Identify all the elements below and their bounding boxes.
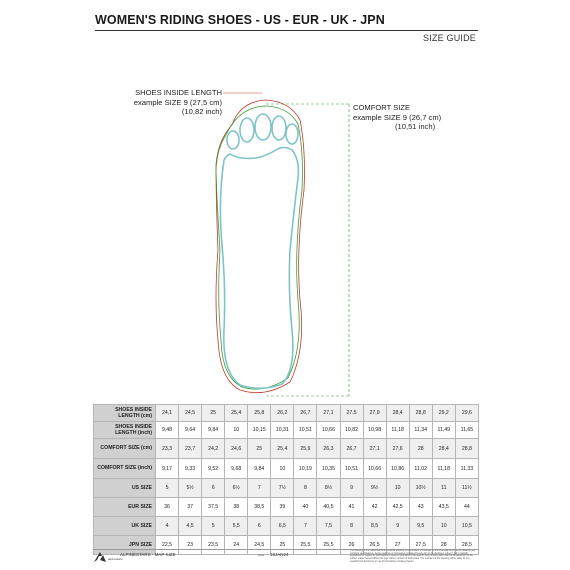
table-cell: 9,48 [156,422,179,439]
table-cell: 23,5 [202,536,225,555]
table-cell: 28,8 [455,439,478,459]
table-cell: 26,3 [317,439,340,459]
table-cell: 42,5 [386,498,409,517]
table-cell: 5 [202,517,225,536]
table-cell: 44 [455,498,478,517]
table-cell: 7,5 [317,517,340,536]
table-cell: 10,51 [294,422,317,439]
table-cell: 10,51 [340,459,363,479]
table-cell: 9,64 [179,422,202,439]
table-cell: 5 [156,479,179,498]
table-cell: 38,5 [248,498,271,517]
table-cell: 24,6 [225,439,248,459]
row-label: SHOES INSIDE LENGTH (inch) [94,422,156,439]
table-cell: 43 [409,498,432,517]
table-cell: 25 [271,536,294,555]
table-cell: 26,2 [271,405,294,422]
table-cell: 38 [225,498,248,517]
table-cell: 26,7 [340,439,363,459]
table-cell: 11,65 [455,422,478,439]
table-cell: 7½ [271,479,294,498]
table-row [94,422,479,439]
row-label: US SIZE [94,479,156,498]
table-cell: 11½ [455,479,478,498]
table-cell: 9 [386,517,409,536]
logo-text: alpinestars [108,557,123,561]
inside-length-example: example SIZE 9 (27,5 cm) [133,97,222,107]
table-cell: 9½ [363,479,386,498]
table-cell: 5½ [179,479,202,498]
table-cell: 26 [340,536,363,555]
table-cell: 10,86 [386,459,409,479]
table-row [94,439,479,459]
table-cell: 39 [271,498,294,517]
table-cell: 7 [248,479,271,498]
row-label: SHOES INSIDE LENGTH (cm) [94,405,156,422]
table-cell: 41 [340,498,363,517]
table-cell: 4 [156,517,179,536]
table-cell: 9 [340,479,363,498]
foot-outline [220,114,298,388]
row-label: EUR SIZE [94,498,156,517]
footer-brand: ALPINESTARS - MAP SIZE [120,552,176,557]
footer-disclaimer: This drawing is the intellectual and exclusive property of Alpinestars. It is loaned on the understanding that the drawing, any technical specifications, design features or information contained herein will not be disclosed, either in full or partially, reproduced or copied, by third parties or used, or permitted to be used for any purpose other than the development of the subject matter hereof without the prior written consent of Alpinestars. The recipient of this drawing will be liable for any unauthorized disclosure or use of information contained herein. [350,550,476,562]
table-cell: 10½ [409,479,432,498]
table-cell: 22,5 [156,536,179,555]
table-cell: 23,3 [156,439,179,459]
row-label: COMFORT SIZE (cm) [94,439,156,459]
table-cell: 6 [248,517,271,536]
size-table [93,404,479,555]
alpinestars-logo-icon [93,551,107,563]
table-cell: 24,5 [179,405,202,422]
table-cell: 9,84 [202,422,225,439]
table-cell: 9,33 [179,459,202,479]
table-cell: 40 [294,498,317,517]
table-cell: 8½ [317,479,340,498]
table-cell: 24 [225,536,248,555]
table-cell: 29,6 [455,405,478,422]
table-cell: 8 [294,479,317,498]
table-cell: 37,5 [202,498,225,517]
comfort-heading: COMFORT SIZE [353,103,411,112]
table-cell: 10 [386,479,409,498]
table-row [94,479,479,498]
footer-code-label: Date [258,553,265,557]
table-cell: 11,18 [386,422,409,439]
table-cell: 26,7 [294,405,317,422]
table-cell: 9,84 [248,459,271,479]
table-cell: 6 [202,479,225,498]
footer-code: 18JAN24 [270,552,289,557]
table-cell: 10,82 [340,422,363,439]
table-cell: 9,17 [156,459,179,479]
table-cell: 9,68 [225,459,248,479]
table-cell: 11,34 [409,422,432,439]
table-cell: 6½ [225,479,248,498]
table-cell: 29,2 [432,405,455,422]
table-cell: 9,5 [409,517,432,536]
table-cell: 40,5 [317,498,340,517]
table-cell: 24,2 [202,439,225,459]
table-cell: 7 [294,517,317,536]
table-cell: 28 [432,536,455,555]
table-cell: 28,4 [386,405,409,422]
inside-length-heading: SHOES INSIDE LENGTH [135,88,222,97]
table-cell: 5,5 [225,517,248,536]
table-cell: 4,5 [179,517,202,536]
table-cell: 24,5 [248,536,271,555]
table-cell: 10,66 [363,459,386,479]
table-row [94,498,479,517]
table-cell: 25,4 [225,405,248,422]
table-cell: 25,4 [271,439,294,459]
table-cell: 27,5 [409,536,432,555]
table-cell: 25,5 [317,536,340,555]
inside-length-inch: (10,82 inch) [181,107,222,116]
table-cell: 28,5 [455,536,478,555]
table-cell: 11,49 [432,422,455,439]
table-row [94,405,479,422]
table-cell: 27,1 [317,405,340,422]
table-cell: 10,35 [317,459,340,479]
table-cell: 10,5 [455,517,478,536]
table-cell: 11,33 [455,459,478,479]
table-cell: 28,8 [409,405,432,422]
row-label: COMFORT SIZE (inch) [94,459,156,479]
table-row [94,517,479,536]
table-cell: 9,52 [202,459,225,479]
table-cell: 10,98 [363,422,386,439]
table-cell: 23 [179,536,202,555]
table-cell: 25,9 [294,439,317,459]
table-cell: 26,5 [363,536,386,555]
comfort-annotation [353,103,473,132]
table-cell: 11,18 [432,459,455,479]
table-cell: 10,15 [248,422,271,439]
table-cell: 10,31 [271,422,294,439]
table-cell: 27,1 [363,439,386,459]
table-cell: 28,4 [432,439,455,459]
comfort-inch: (10,51 inch) [395,122,436,131]
table-cell: 25,5 [294,536,317,555]
page-subtitle: SIZE GUIDE [422,33,476,43]
table-cell: 10,66 [317,422,340,439]
table-cell: 27 [386,536,409,555]
table-cell: 36 [156,498,179,517]
table-cell: 42 [363,498,386,517]
table-cell: 25 [202,405,225,422]
table-cell: 25,8 [248,405,271,422]
row-label: UK SIZE [94,517,156,536]
comfort-example: example SIZE 9 (26,7 cm) [353,112,442,122]
table-cell: 43,5 [432,498,455,517]
table-cell: 10 [225,422,248,439]
table-cell: 24,1 [156,405,179,422]
table-cell: 27,5 [340,405,363,422]
page-title: WOMEN'S RIDING SHOES - US - EUR - UK - JPN [95,13,385,27]
table-cell: 37 [179,498,202,517]
table-cell: 8 [340,517,363,536]
table-cell: 28 [409,439,432,459]
table-cell: 6,5 [271,517,294,536]
row-label: JPN SIZE [94,536,156,555]
table-cell: 11 [432,479,455,498]
table-cell: 27,6 [386,439,409,459]
table-cell: 10,19 [294,459,317,479]
table-cell: 10 [271,459,294,479]
table-row [94,459,479,479]
table-cell: 11,02 [409,459,432,479]
table-cell: 27,9 [363,405,386,422]
table-cell: 8,5 [363,517,386,536]
inside-length-annotation [118,88,222,117]
table-cell: 25 [248,439,271,459]
table-cell: 10 [432,517,455,536]
table-cell: 23,7 [179,439,202,459]
